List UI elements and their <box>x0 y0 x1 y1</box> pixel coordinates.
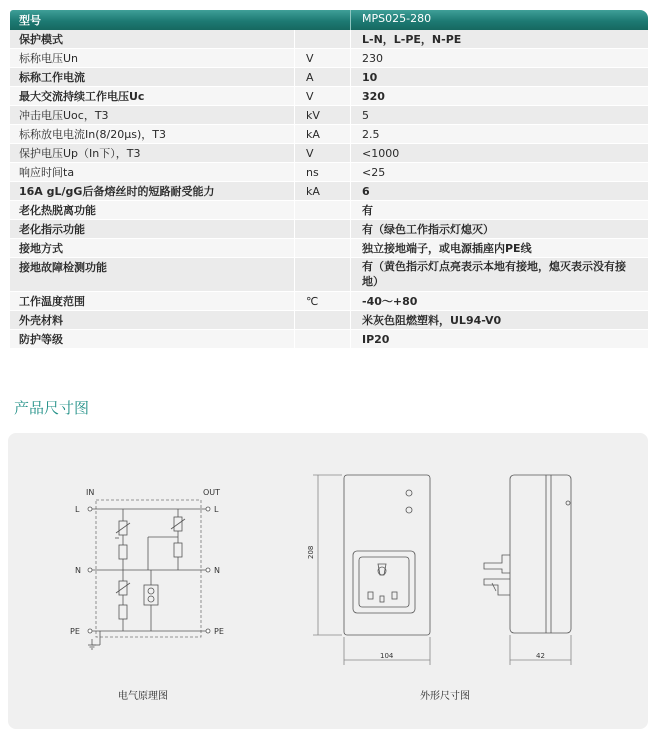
spec-row <box>10 201 648 220</box>
column-separator <box>294 125 295 143</box>
spec-unit: A <box>306 71 314 84</box>
column-separator <box>294 144 295 162</box>
spec-value: <25 <box>362 166 386 179</box>
spec-label: 标称工作电流 <box>19 71 85 84</box>
spec-value: 10 <box>362 71 378 84</box>
column-separator <box>350 292 351 310</box>
label-n-in: N <box>75 566 81 575</box>
column-separator <box>350 330 351 348</box>
spec-label: 接地方式 <box>19 242 63 255</box>
header-model-value: MPS025-280 <box>362 12 432 25</box>
spec-row <box>10 125 648 144</box>
column-separator <box>350 163 351 181</box>
spec-unit: kA <box>306 128 320 141</box>
label-pe-in: PE <box>70 627 80 636</box>
header-model-label: 型号 <box>19 14 41 27</box>
spec-value: 有 <box>362 204 373 217</box>
column-separator <box>294 49 295 67</box>
spec-label: 标称电压Un <box>19 52 79 65</box>
label-in: IN <box>86 488 95 497</box>
spec-label: 老化热脱离功能 <box>19 204 96 217</box>
section-title: 产品尺寸图 <box>14 399 90 417</box>
spec-label: 最大交流持续工作电压Uc <box>19 90 145 103</box>
spec-label: 响应时间ta <box>19 166 75 179</box>
spec-table-body <box>10 30 648 349</box>
side-view <box>484 475 571 665</box>
spec-row <box>10 258 648 292</box>
spec-value: 6 <box>362 185 370 198</box>
spec-label: 16A gL/gG后备熔丝时的短路耐受能力 <box>19 185 215 198</box>
dimension-caption: 外形尺寸图 <box>420 691 470 702</box>
spec-value: L-N，L-PE，N-PE <box>362 33 462 46</box>
spec-row <box>10 330 648 349</box>
spec-value: 有（绿色工作指示灯熄灭） <box>362 223 494 236</box>
spec-row <box>10 220 648 239</box>
schematic-caption: 电气原理图 <box>118 691 168 702</box>
spec-unit: V <box>306 52 314 65</box>
spec-unit <box>306 311 346 312</box>
column-separator <box>350 30 351 48</box>
spec-value: 2.5 <box>362 128 380 141</box>
label-out: OUT <box>203 488 221 497</box>
column-separator <box>350 258 351 291</box>
spec-row <box>10 292 648 311</box>
spec-value: 5 <box>362 109 369 122</box>
column-separator <box>294 182 295 200</box>
column-separator <box>350 311 351 329</box>
column-separator <box>350 87 351 105</box>
spec-unit: ns <box>306 166 319 179</box>
column-separator <box>350 49 351 67</box>
dim-depth: 42 <box>536 652 545 660</box>
spec-unit <box>306 30 346 31</box>
spec-unit: kA <box>306 185 320 198</box>
spec-unit <box>306 220 346 221</box>
label-l-out: L <box>214 505 219 514</box>
spec-table <box>10 10 648 349</box>
column-separator <box>350 239 351 257</box>
spec-label: 老化指示功能 <box>19 223 85 236</box>
column-separator <box>294 30 295 48</box>
spec-unit: V <box>306 90 314 103</box>
spec-row <box>10 239 648 258</box>
column-separator <box>350 144 351 162</box>
front-view <box>313 475 430 665</box>
spec-unit: ℃ <box>306 295 319 308</box>
spec-label: 外壳材料 <box>19 314 63 327</box>
spec-row <box>10 87 648 106</box>
column-separator <box>294 292 295 310</box>
spec-value: 有（黄色指示灯点亮表示本地有接地，熄灭表示没有接地） <box>362 260 626 288</box>
header-separator <box>350 10 351 30</box>
spec-label: 保护电压Up（In下），T3 <box>19 147 141 160</box>
spec-row <box>10 144 648 163</box>
spec-unit <box>306 258 346 259</box>
spec-label: 防护等级 <box>19 333 63 346</box>
spec-unit <box>306 239 346 240</box>
label-pe-out: PE <box>214 627 224 636</box>
column-separator <box>294 239 295 257</box>
column-separator <box>350 68 351 86</box>
column-separator <box>350 182 351 200</box>
spec-value: <1000 <box>362 147 400 160</box>
spec-unit <box>306 201 346 202</box>
spec-label: 接地故障检测功能 <box>19 261 107 274</box>
diagram-svg <box>8 433 648 729</box>
spec-value: 米灰色阻燃塑料，UL94-V0 <box>362 314 502 327</box>
column-separator <box>294 68 295 86</box>
spec-value: IP20 <box>362 333 390 346</box>
spec-table-header <box>10 10 648 30</box>
column-separator <box>294 106 295 124</box>
column-separator <box>294 330 295 348</box>
spec-row <box>10 182 648 201</box>
spec-label: 保护模式 <box>19 33 63 46</box>
spec-row <box>10 163 648 182</box>
dim-height: 208 <box>307 545 315 559</box>
spec-label: 工作温度范围 <box>19 295 85 308</box>
column-separator <box>350 220 351 238</box>
column-separator <box>294 87 295 105</box>
spec-row <box>10 68 648 87</box>
column-separator <box>350 201 351 219</box>
column-separator <box>294 163 295 181</box>
column-separator <box>350 106 351 124</box>
spec-value: -40～+80 <box>362 295 418 308</box>
label-l-in: L <box>75 505 80 514</box>
column-separator <box>294 220 295 238</box>
spec-row <box>10 30 648 49</box>
spec-label: 标称放电电流In(8/20μs)，T3 <box>19 128 166 141</box>
electrical-schematic <box>88 500 210 649</box>
label-n-out: N <box>214 566 220 575</box>
spec-unit <box>306 330 346 331</box>
diagram-panel <box>8 433 648 729</box>
spec-row <box>10 106 648 125</box>
spec-row <box>10 49 648 68</box>
column-separator <box>294 311 295 329</box>
spec-value: 320 <box>362 90 385 103</box>
spec-value: 230 <box>362 52 383 65</box>
spec-value: 独立接地端子，或电源插座内PE线 <box>362 242 532 255</box>
spec-label: 冲击电压Uoc，T3 <box>19 109 109 122</box>
spec-unit: kV <box>306 109 320 122</box>
column-separator <box>294 201 295 219</box>
column-separator <box>350 125 351 143</box>
spec-row <box>10 311 648 330</box>
spec-unit: V <box>306 147 314 160</box>
dim-width: 104 <box>380 652 394 660</box>
column-separator <box>294 258 295 291</box>
